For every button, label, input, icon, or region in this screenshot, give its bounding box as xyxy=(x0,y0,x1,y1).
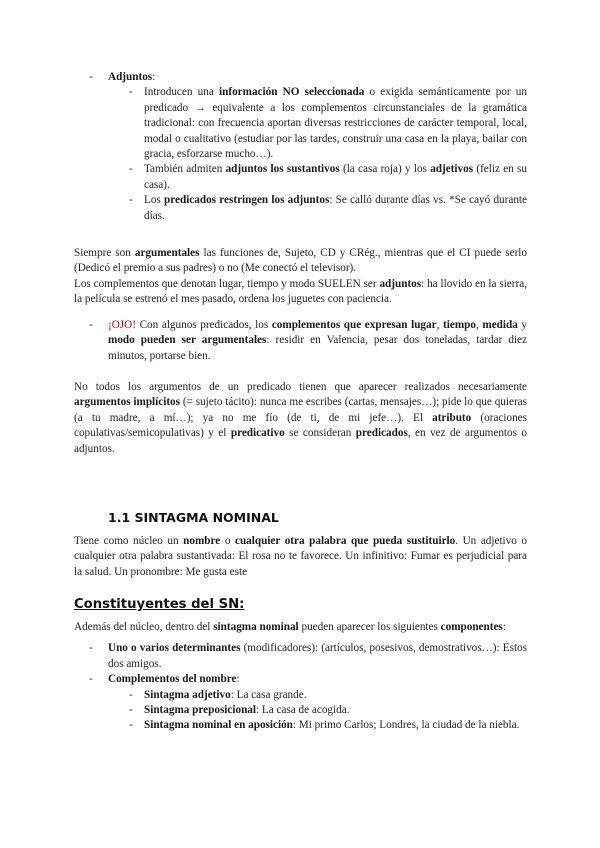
argumentales-block xyxy=(74,246,527,308)
section-title: 1.1 SINTAGMA NOMINAL xyxy=(108,510,279,525)
bullet-dash: - xyxy=(129,704,133,717)
list-item-determinantes: - Uno o varios determinantes (modificadores): (artículos, posesivos, demostrativos…): Estos dos amigos. xyxy=(89,642,527,670)
adjuntos-section xyxy=(74,70,527,224)
list-item: - ¡OJO! Con algunos predicados, los complementos que expresan lugar, tiempo, medida y modo pueden ser argumentales: residir en Valencia, pesar dos toneladas, tardar diez minutos, portarse bien. xyxy=(89,319,528,362)
bullet-dash: - xyxy=(89,642,93,655)
ojo-block xyxy=(74,318,527,364)
subheading-block xyxy=(74,597,527,612)
nucleo-block xyxy=(74,534,527,580)
paragraph-implicitos: No todos los argumentos de un predicado tienen que aparecer realizados necesariamente argumentos implícitos (= sujeto tácito): nunca me escribes (cartas, mensajes…); pide lo que quieras (a tu madre, a mí…); ya no me fío (de ti, de mi jefe…). El atributo (oraciones copulativas/semicopulativas) y el predicativo se consideran predicados, en vez de argumentos o adjuntos. xyxy=(74,381,528,455)
bullet-dash: - xyxy=(89,673,93,686)
bullet-dash: - xyxy=(129,194,133,207)
ojo-list xyxy=(74,318,527,364)
adjuntos-sublist xyxy=(108,85,527,224)
paragraph-complementos-adjuntos: Los complementos que denotan lugar, tiempo y modo SUELEN ser adjuntos: ha llovido en la sierra, la película se estrenó el mes pasado, ordena los juguetes con paciencia. xyxy=(74,277,527,306)
adjuntos-list xyxy=(74,70,527,224)
implicitos-block xyxy=(74,380,527,457)
list-item: - Sintagma nominal en aposición: Mi primo Carlos; Londres, la ciudad de la niebla. xyxy=(74,718,527,733)
list-item-complementos: - Complementos del nombre: - Sintagma adjetivo: La casa grande. - Sintagma preposicional: La casa de acogida. - Sintagma nominal en aposición: Mi primo Carlos; Londres, la ciudad de la niebla. xyxy=(74,672,527,734)
bullet-dash: - xyxy=(129,86,133,99)
adjuntos-label: Adjuntos xyxy=(108,71,153,83)
bullet-dash: - xyxy=(89,319,93,331)
complementos-sublist xyxy=(108,688,527,734)
adjuntos-list-item: - Adjuntos: - Introducen una información NO seleccionada o exigida semánticamente por un predicado → equivalente a los complementos circunstanciales de la gramática tradicional: con frecuencia aportan diversas restricciones de carácter temporal, local, modal o cualitativo (estudiar por las tardes, construir una casa en la playa, bailar con gracia, esforzarse mucho…). - También admiten adjuntos los sustantivos (la casa roja) y los adjetivos (feliz en su casa). - Los predicados restringen los adjuntos: Se calló durante días vs. *Se cayó durante días. xyxy=(74,70,527,224)
list-item: - Sintagma adjetivo: La casa grande. xyxy=(74,688,527,703)
paragraph-nucleo: Tiene como núcleo un nombre o cualquier otra palabra que pueda sustituirlo. Un adjetivo o cualquier otra palabra sustantivada: El rosa no te favorece. Un infinitivo: Fumar es perjudicial para la salud. Un pronombre: Me gusta este xyxy=(74,535,528,578)
bullet-dash: - xyxy=(129,688,133,701)
subheading-constituyentes: Constituyentes del SN: xyxy=(74,597,245,612)
paragraph-argumentales: Siempre son argumentales las funciones de, Sujeto, CD y CRég., mientras que el CI puede serlo (Dedicó el premio a sus padres) o no (Me conectó el televisor). xyxy=(74,247,527,275)
list-item: - Los predicados restringen los adjuntos: Se calló durante días vs. *Se cayó durante días. xyxy=(129,194,527,222)
list-item: - Sintagma preposicional: La casa de acogida. xyxy=(74,703,527,718)
constituyentes-block xyxy=(74,620,527,734)
componentes-list xyxy=(74,641,527,733)
list-item: - Introducen una información NO seleccionada o exigida semánticamente por un predicado → equivalente a los complementos circunstanciales de la gramática tradicional: con frecuencia aportan diversas restricciones de carácter temporal, local, modal o cualitativo (estudiar por las tardes, construir una casa en la playa, bailar con gracia, esforzarse mucho…). xyxy=(129,86,527,161)
ojo-warning: ¡OJO! xyxy=(108,319,136,331)
paragraph-constituyentes: Además del núcleo, dentro del sintagma nominal pueden aparecer los siguientes componentes: xyxy=(74,621,506,633)
bullet-dash: - xyxy=(129,163,133,176)
bullet-dash: - xyxy=(89,71,93,83)
list-item: - También admiten adjuntos los sustantivos (la casa roja) y los adjetivos (feliz en su casa). xyxy=(129,163,528,191)
bullet-dash: - xyxy=(129,719,133,732)
section-heading-block xyxy=(108,510,528,525)
